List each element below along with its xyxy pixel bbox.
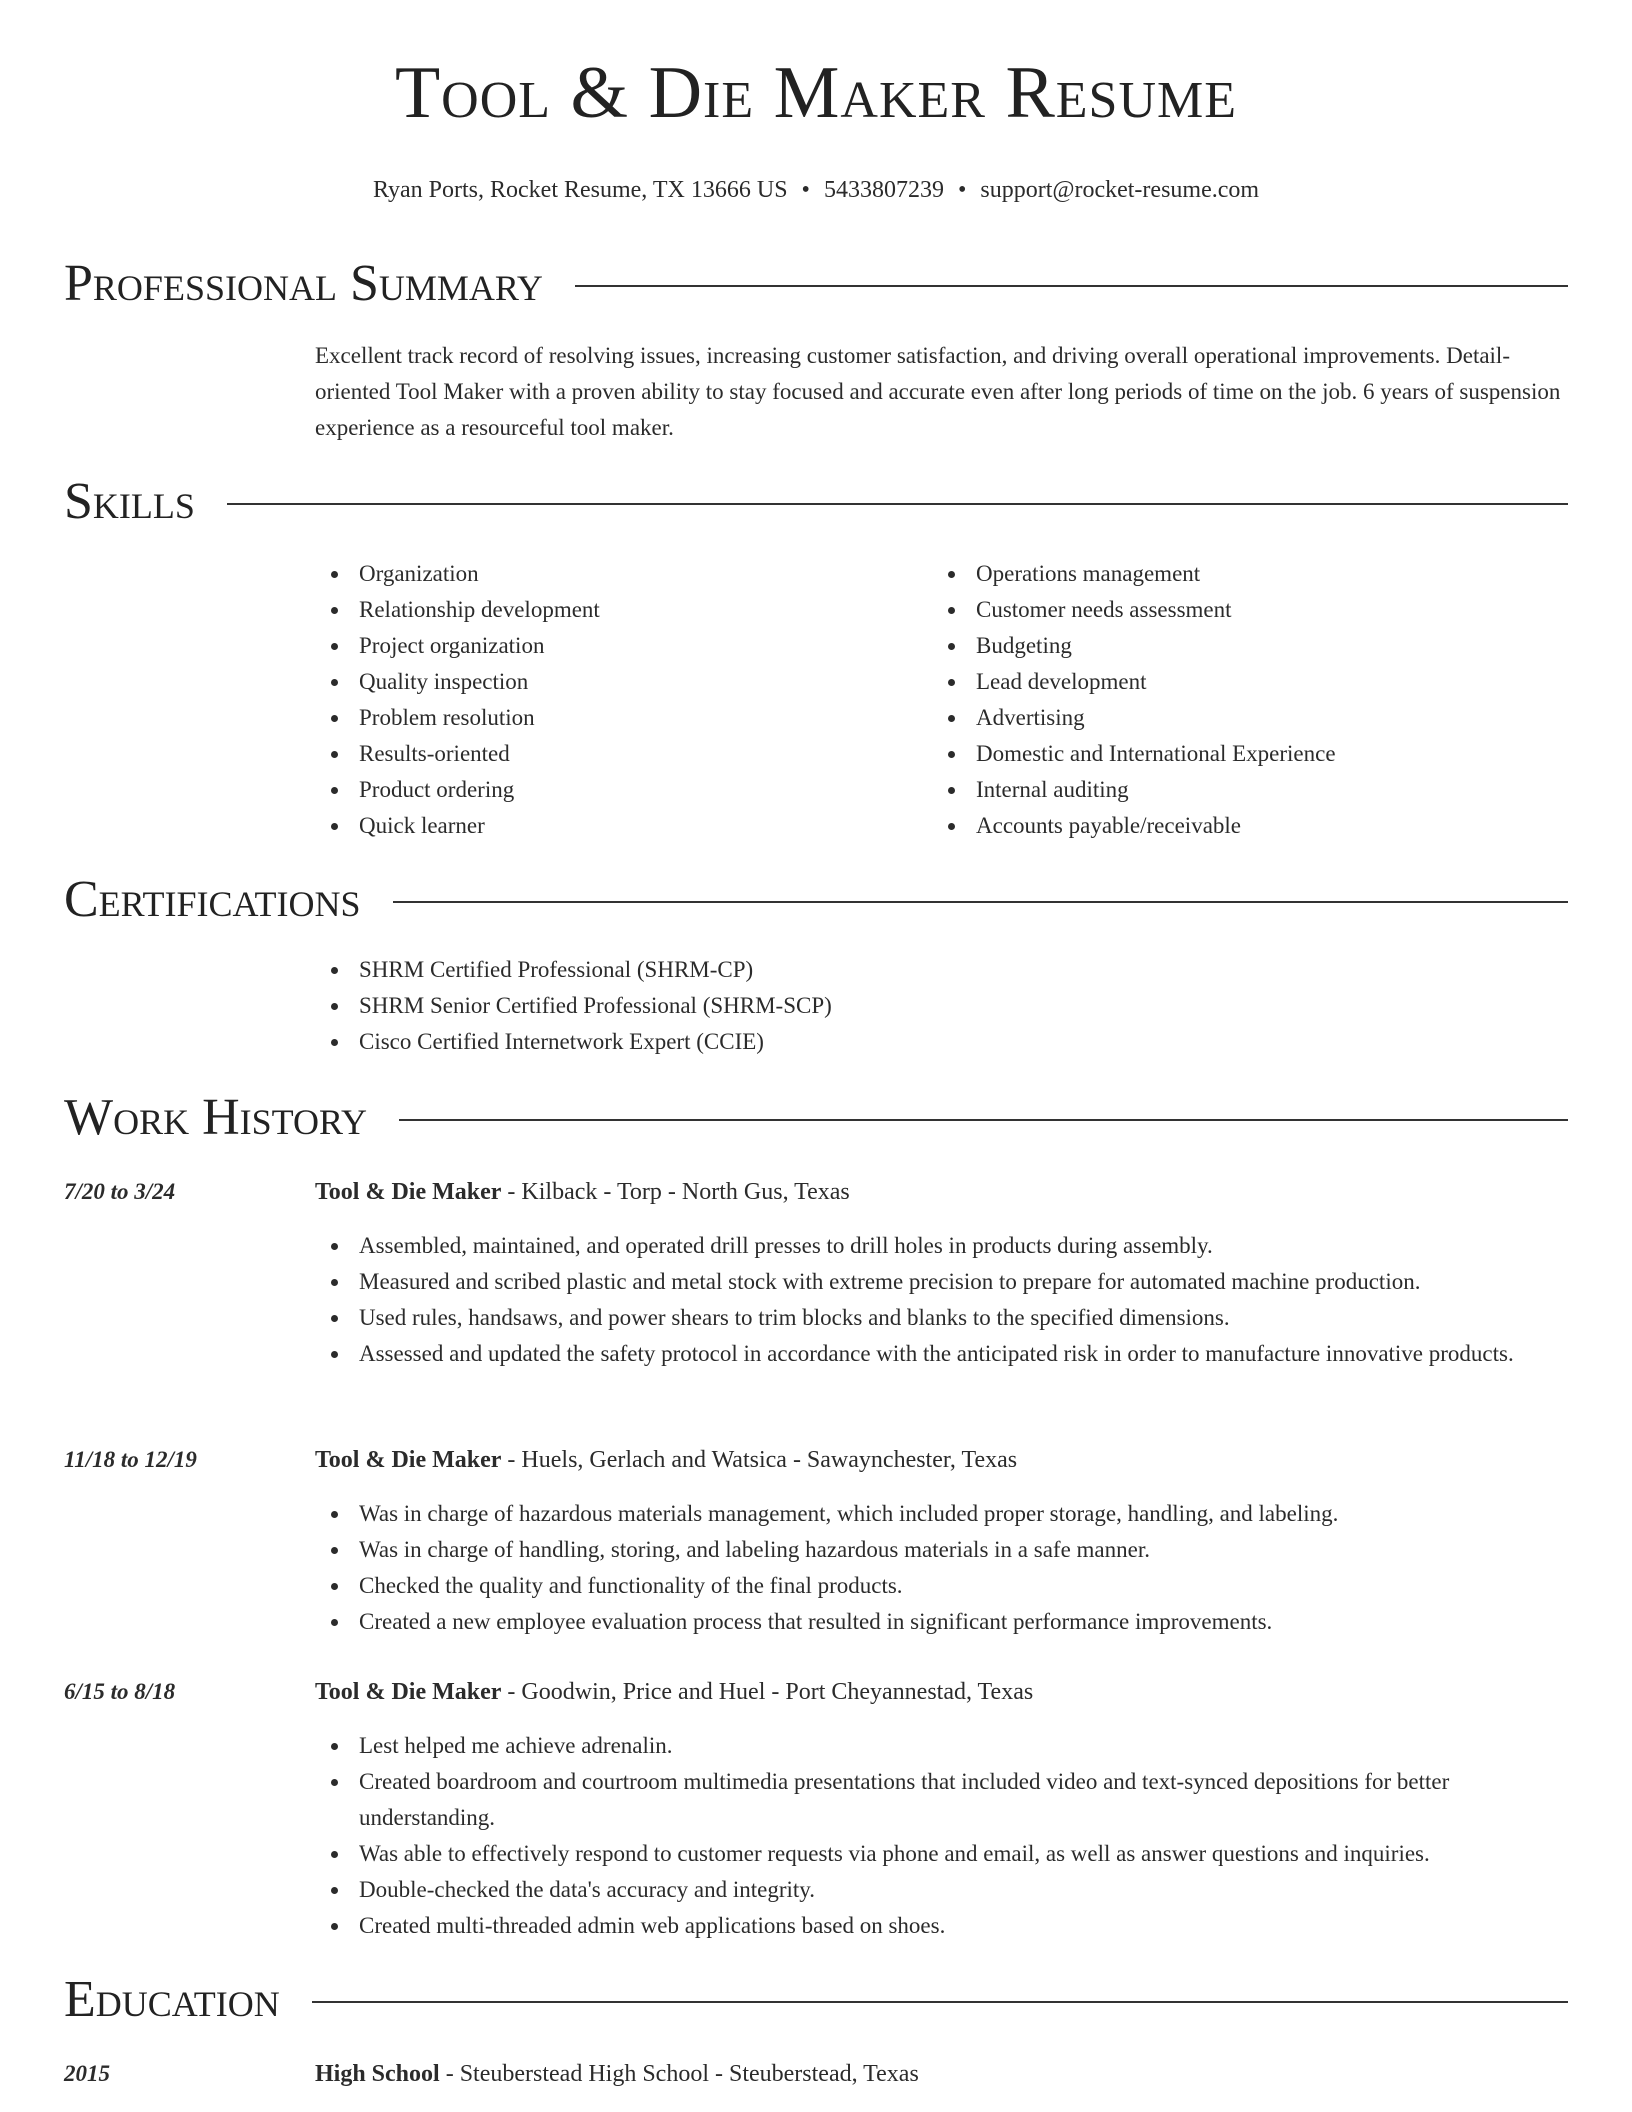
job-bullet: Checked the quality and functionality of the final products.: [315, 1568, 1568, 1604]
job-role: Tool & Die Maker: [315, 1179, 502, 1205]
section-title-skills: Skills: [64, 473, 195, 530]
skill-item: Lead development: [932, 664, 1549, 700]
summary-text: Excellent track record of resolving issues, increasing customer satisfaction, and driving overall operational improvements. Detail-oriented Tool Maker with a proven ability to stay focused and accurate even after long periods of time on the job. 6 years of suspension experience as a resourceful tool maker.: [315, 343, 1561, 440]
certification-item: Cisco Certified Internetwork Expert (CCIE): [315, 1024, 1568, 1060]
section-title-work-history: Work History: [64, 1089, 368, 1146]
skill-item: Accounts payable/receivable: [932, 808, 1549, 844]
resume-title: Tool & Die Maker Resume: [394, 52, 1238, 134]
skill-item: Budgeting: [932, 628, 1549, 664]
job-bullet: Created multi-threaded admin web applications based on shoes.: [315, 1908, 1568, 1944]
education-degree: High School: [315, 2061, 440, 2087]
contact-email: support@rocket-resume.com: [980, 177, 1260, 203]
section-title-education: Education: [64, 1971, 280, 2028]
section-header-skills: [64, 472, 1568, 532]
skill-item: Quick learner: [315, 808, 932, 844]
section-divider: [393, 901, 1568, 903]
job-bullet: Was in charge of handling, storing, and labeling hazardous materials in a safe manner.: [315, 1532, 1568, 1568]
contact-line: [0, 176, 1632, 205]
job-bullets: [315, 1228, 1568, 1372]
skill-item: Customer needs assessment: [932, 592, 1549, 628]
job-bullet: Assessed and updated the safety protocol in accordance with the anticipated risk in order to manufacture innovative products.: [315, 1336, 1568, 1372]
job-title-line: [315, 1674, 1568, 1710]
section-header-summary: [64, 254, 1568, 314]
job-bullets: [315, 1496, 1568, 1640]
job-title-line: [315, 1442, 1568, 1478]
job-bullet: Double-checked the data's accuracy and integrity.: [315, 1872, 1568, 1908]
skill-item: Operations management: [932, 556, 1549, 592]
skill-item: Quality inspection: [315, 664, 932, 700]
skill-item: Domestic and International Experience: [932, 736, 1549, 772]
job-title-line: [315, 1174, 1568, 1210]
job-bullets: [315, 1728, 1568, 1944]
skills-column-right: [932, 556, 1549, 844]
contact-separator: •: [801, 177, 810, 203]
job-bullet: Was in charge of hazardous materials management, which included proper storage, handling, and labeling.: [315, 1496, 1568, 1532]
job-bullet: Was able to effectively respond to customer requests via phone and email, as well as answer questions and inquiries.: [315, 1836, 1568, 1872]
job-bullet: Measured and scribed plastic and metal stock with extreme precision to prepare for automated machine production.: [315, 1264, 1568, 1300]
skill-item: Problem resolution: [315, 700, 932, 736]
education-details: - Steuberstead High School - Steuberstead, Texas: [439, 2061, 919, 2087]
section-header-education: [64, 1970, 1568, 2030]
section-header-work-history: [64, 1088, 1568, 1148]
job-role: Tool & Die Maker: [315, 1679, 502, 1705]
job-details: - Huels, Gerlach and Watsica - Sawaynchester, Texas: [501, 1447, 1018, 1473]
skill-item: Internal auditing: [932, 772, 1549, 808]
job-details: - Goodwin, Price and Huel - Port Cheyannestad, Texas: [501, 1679, 1034, 1705]
job-role: Tool & Die Maker: [315, 1447, 502, 1473]
certification-item: SHRM Senior Certified Professional (SHRM-SCP): [315, 988, 1568, 1024]
job-bullet: Lest helped me achieve adrenalin.: [315, 1728, 1568, 1764]
job-bullet: Created a new employee evaluation process that resulted in significant performance improvements.: [315, 1604, 1568, 1640]
skills-list: [315, 556, 1568, 844]
skill-item: Organization: [315, 556, 932, 592]
job-bullet: Created boardroom and courtroom multimedia presentations that included video and text-synced depositions for better understanding.: [315, 1764, 1568, 1836]
skill-item: Relationship development: [315, 592, 932, 628]
skill-item: Project organization: [315, 628, 932, 664]
section-divider: [312, 2001, 1568, 2003]
education-title-line: [315, 2056, 1568, 2092]
certifications-list: [315, 952, 1568, 1060]
section-header-certifications: [64, 870, 1568, 930]
skill-item: Product ordering: [315, 772, 932, 808]
contact-address: Ryan Ports, Rocket Resume, TX 13666 US: [372, 177, 788, 203]
skills-column-left: [315, 556, 932, 844]
certification-item: SHRM Certified Professional (SHRM-CP): [315, 952, 1568, 988]
education-date: 2015: [64, 2061, 110, 2086]
job-date: 11/18 to 12/19: [64, 1447, 197, 1472]
contact-phone: 5433807239: [823, 177, 944, 203]
job-details: - Kilback - Torp - North Gus, Texas: [501, 1179, 850, 1205]
skill-item: Advertising: [932, 700, 1549, 736]
skill-item: Results-oriented: [315, 736, 932, 772]
section-divider: [399, 1119, 1568, 1121]
section-divider: [575, 285, 1568, 287]
section-title-summary: Professional Summary: [64, 255, 543, 312]
job-date: 7/20 to 3/24: [64, 1179, 176, 1204]
job-bullet: Assembled, maintained, and operated drill presses to drill holes in products during assembly.: [315, 1228, 1568, 1264]
section-title-certifications: Certifications: [64, 871, 361, 928]
job-date: 6/15 to 8/18: [64, 1679, 176, 1704]
section-divider: [227, 503, 1568, 505]
job-bullet: Used rules, handsaws, and power shears to trim blocks and blanks to the specified dimensions.: [315, 1300, 1568, 1336]
contact-separator: •: [957, 177, 967, 203]
